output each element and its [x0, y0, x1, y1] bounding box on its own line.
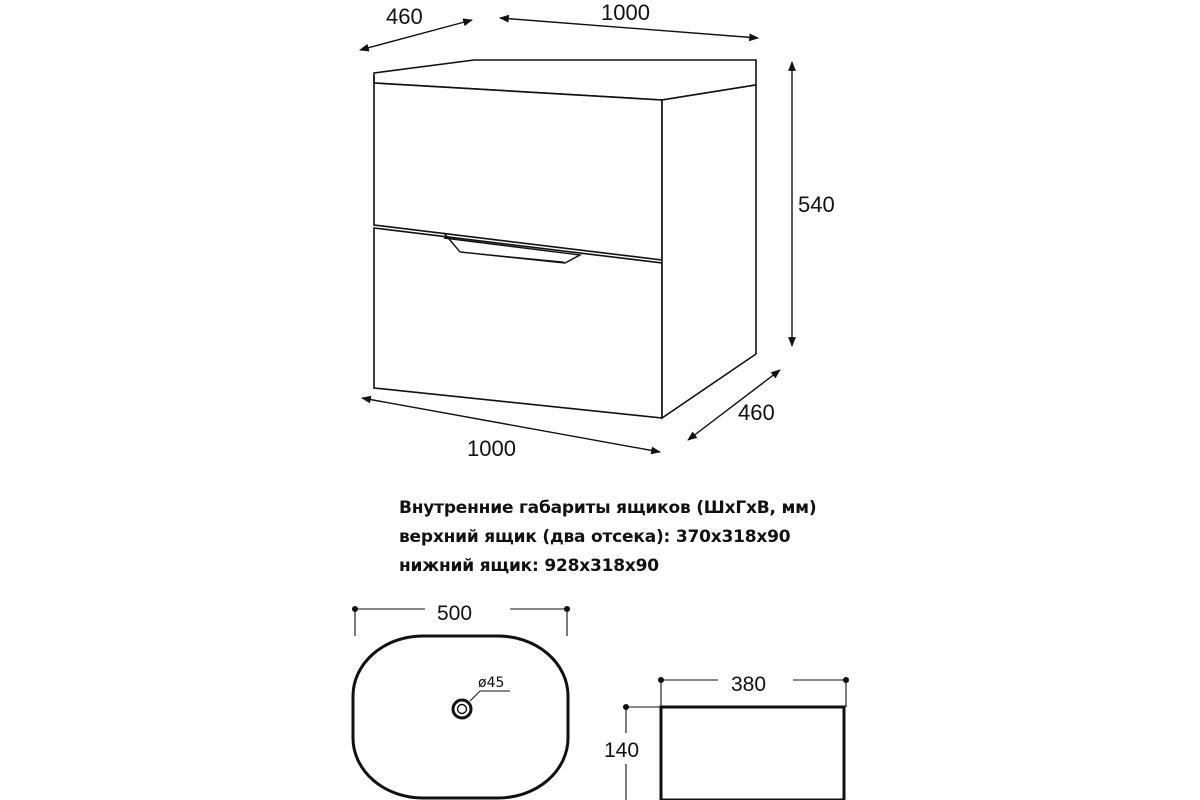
label-top-depth: 460: [386, 4, 423, 29]
cabinet-drawing: [374, 60, 756, 418]
basin-side-outline: [661, 707, 844, 800]
label-top-width: 1000: [601, 0, 650, 25]
label-bottom-width: 1000: [467, 436, 516, 461]
cabinet-side: [662, 85, 756, 418]
label-height: 540: [798, 192, 835, 217]
label-basin-width: 500: [437, 602, 473, 625]
notes-heading: Внутренние габариты ящиков (ШхГхВ, мм): [399, 498, 817, 518]
notes-lower-drawer: нижний ящик: 928х318х90: [399, 556, 659, 576]
drawer-notes: [399, 494, 816, 581]
label-basin-side-width: 380: [731, 673, 767, 696]
label-basin-side-height: 140: [604, 739, 640, 762]
label-bottom-depth: 460: [738, 400, 775, 425]
lower-drawer-front: [374, 228, 662, 418]
basin-side-view: [661, 707, 844, 800]
basin-top-view: [353, 636, 568, 798]
drain-hole: [453, 700, 471, 718]
notes-upper-drawer: верхний ящик (два отсека): 370х318х90: [399, 527, 791, 547]
label-drain-diameter: ø45: [478, 675, 505, 691]
